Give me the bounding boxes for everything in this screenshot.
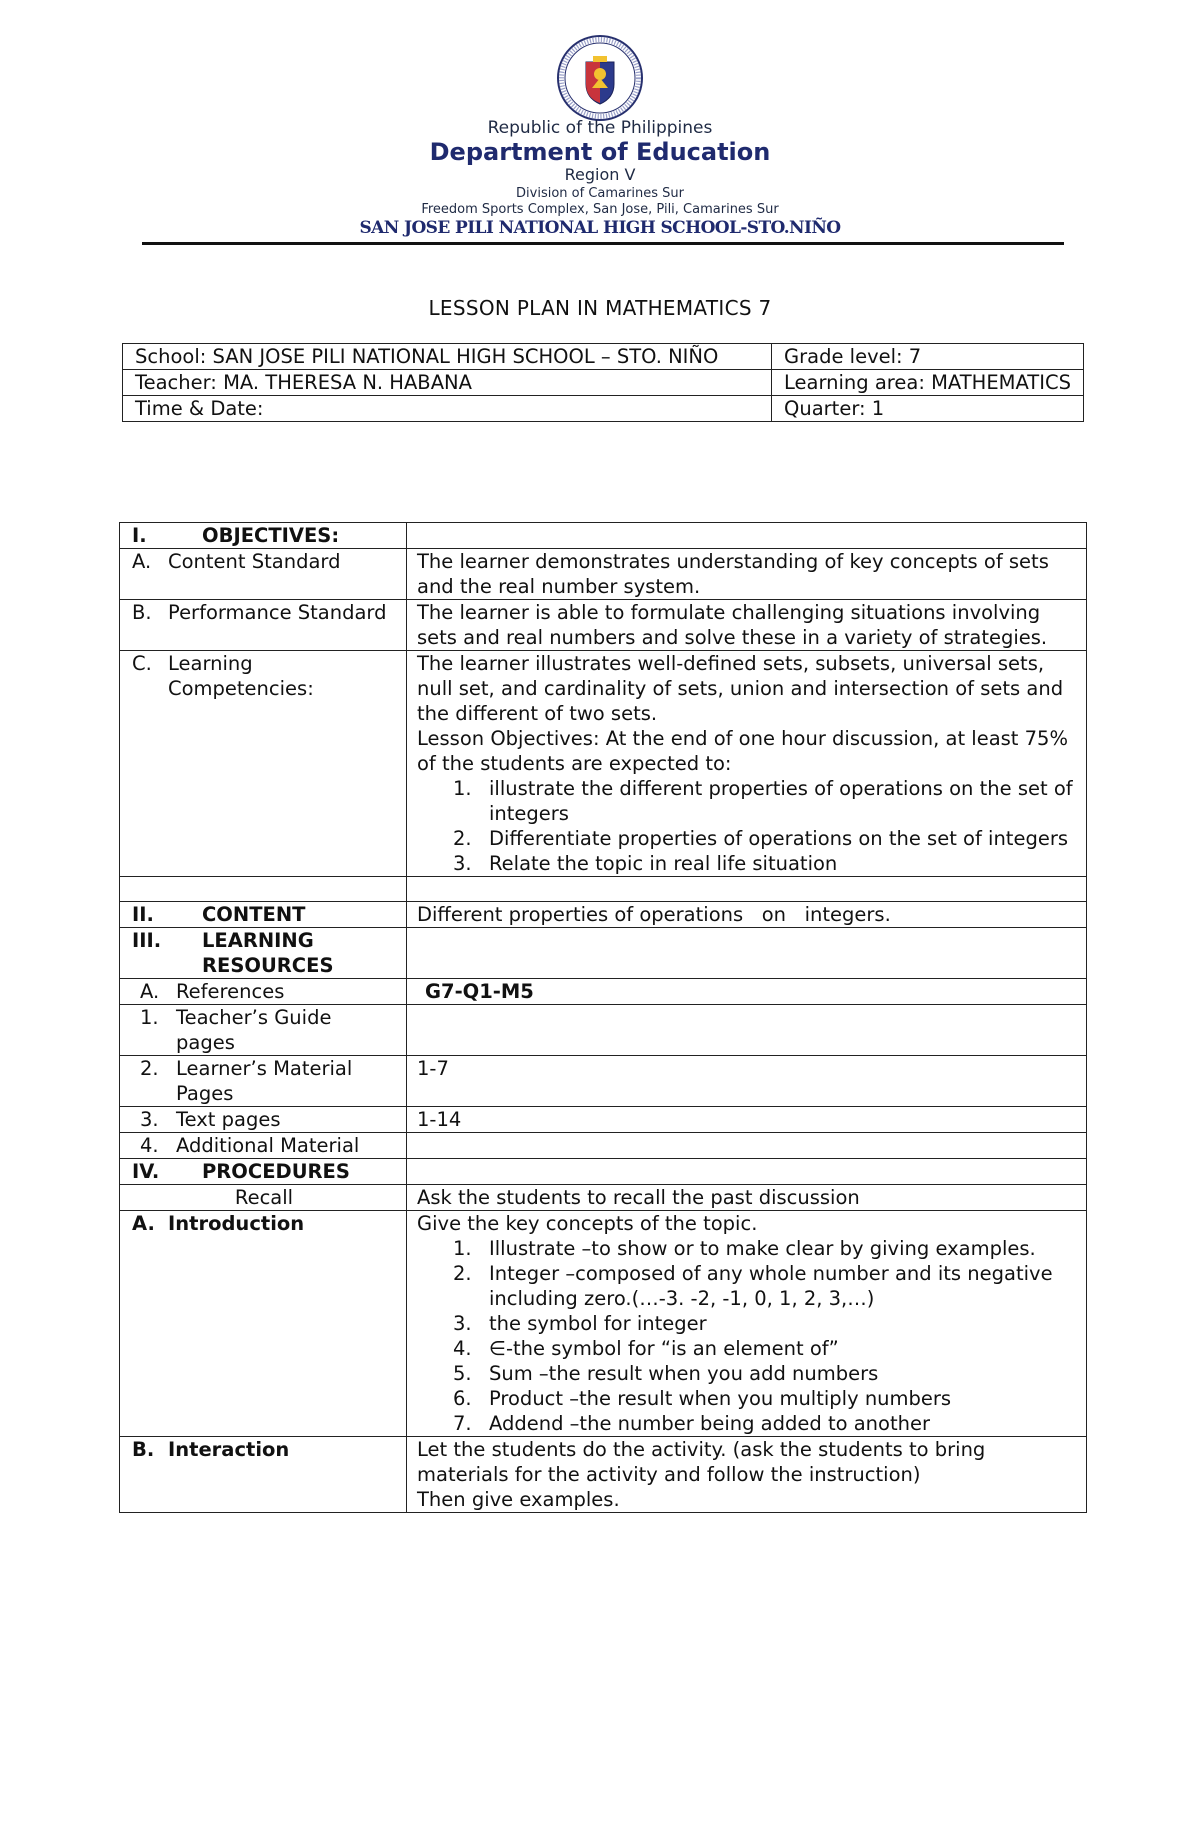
introduction-key: A. [132,1212,155,1235]
learners-material-key: 2. [140,1057,159,1080]
row-learning-resources [120,928,1087,979]
content-text: Different properties of operations on integers. [407,902,1087,928]
additional-material-label: Additional Material [176,1134,360,1157]
references-label: References [176,980,285,1003]
learning-competencies-key: C. [132,652,152,675]
performance-standard-label: Performance Standard [168,601,387,624]
letterhead-republic: Republic of the Philippines [487,118,713,138]
list-item: 2. Differentiate properties of operations on the set of integers [453,827,1069,850]
row-procedures [120,1159,1087,1185]
list-item: 2. Integer –composed of any whole number and its negative including zero.(…-3. -2, -1, 0, 1, 2, 3,…) [453,1262,1053,1310]
row-introduction [120,1211,1087,1437]
lesson-objectives-list [417,776,1076,876]
list-item: 4. ∈-the symbol for “is an element of” [453,1337,839,1360]
row-content [120,902,1087,928]
row-recall [120,1185,1087,1211]
objectives-number: I. [132,524,147,547]
info-school: School: SAN JOSE PILI NATIONAL HIGH SCHOOL – STO. NIÑO [123,344,772,370]
info-row [123,344,1084,370]
list-item: 1. illustrate the different properties of operations on the set of integers [453,777,1073,825]
lesson-plan-table [119,522,1087,1513]
text-pages-key: 3. [140,1108,159,1131]
text-pages-label: Text pages [176,1108,281,1131]
content-standard-key: A. [132,550,152,573]
references-text: G7-Q1-M5 [407,979,1087,1005]
list-item: 6. Product –the result when you multiply numbers [453,1387,952,1410]
learning-resources-number: III. [132,929,162,952]
performance-standard-key: B. [132,601,152,624]
learners-material-label: Learner’s Material Pages [176,1057,353,1105]
content-standard-text: The learner demonstrates understanding of key concepts of sets and the real number system. [407,549,1087,600]
info-row [123,370,1084,396]
interaction-key: B. [132,1438,155,1461]
row-learning-competencies [120,651,1087,877]
learning-resources-heading: LEARNING RESOURCES [202,929,334,977]
letterhead-division: Division of Camarines Sur [516,186,684,201]
letterhead-school-name: SAN JOSE PILI NATIONAL HIGH SCHOOL-STO.NIÑO [359,218,841,238]
info-quarter: Quarter: 1 [772,396,1084,422]
interaction-text-2: Then give examples. [417,1488,620,1511]
teachers-guide-text [407,1005,1087,1056]
row-content-standard [120,549,1087,600]
info-table [122,343,1084,422]
introduction-label: Introduction [168,1212,305,1235]
additional-material-key: 4. [140,1134,159,1157]
text-pages-text: 1-14 [407,1107,1087,1133]
document-title: LESSON PLAN IN MATHEMATICS 7 [428,296,772,320]
deped-seal-logo [556,34,644,122]
list-item: 7. Addend –the number being added to another [453,1412,930,1435]
interaction-label: Interaction [168,1438,290,1461]
letterhead-region: Region V [564,165,636,184]
objectives-heading: OBJECTIVES: [202,524,340,547]
interaction-text: Let the students do the activity. (ask the students to bring materials for the activity and follow the instruction) [417,1438,986,1486]
key-concepts-list [417,1236,1076,1436]
learning-competencies-label: Learning Competencies: [168,652,314,700]
procedures-number: IV. [132,1160,160,1183]
info-time-date: Time & Date: [123,396,772,422]
row-additional-material [120,1133,1087,1159]
row-learners-material [120,1056,1087,1107]
info-row [123,396,1084,422]
procedures-heading: PROCEDURES [202,1160,350,1183]
teachers-guide-key: 1. [140,1006,159,1029]
row-performance-standard [120,600,1087,651]
list-item: 1. Illustrate –to show or to make clear by giving examples. [453,1237,1036,1260]
list-item: 3. Relate the topic in real life situation [453,852,838,875]
lesson-objectives-intro: Lesson Objectives: At the end of one hour discussion, at least 75% of the students are expected to: [417,727,1068,775]
recall-text: Ask the students to recall the past discussion [407,1185,1087,1211]
row-text-pages [120,1107,1087,1133]
additional-material-text [407,1133,1087,1159]
content-heading: CONTENT [202,903,306,926]
learning-competencies-text: The learner illustrates well-defined sets, subsets, universal sets, null set, and cardinality of sets, union and intersection of sets and the different of two sets. [417,652,1064,725]
references-key: A. [140,980,160,1003]
letterhead-divider [142,242,1064,245]
list-item: 3. the symbol for integer [453,1312,707,1335]
content-standard-label: Content Standard [168,550,341,573]
introduction-text: Give the key concepts of the topic. [417,1212,758,1235]
row-references [120,979,1087,1005]
letterhead-department: Department of Education [429,138,771,166]
info-area: Learning area: MATHEMATICS [772,370,1084,396]
letterhead-address: Freedom Sports Complex, San Jose, Pili, Camarines Sur [421,202,779,217]
list-item: 5. Sum –the result when you add numbers [453,1362,879,1385]
row-interaction [120,1437,1087,1513]
row-teachers-guide [120,1005,1087,1056]
info-grade: Grade level: 7 [772,344,1084,370]
recall-label: Recall [120,1185,407,1211]
content-number: II. [132,903,154,926]
teachers-guide-label: Teacher’s Guide pages [176,1006,332,1054]
performance-standard-text: The learner is able to formulate challenging situations involving sets and real numbers and solve these in a variety of strategies. [407,600,1087,651]
info-teacher: Teacher: MA. THERESA N. HABANA [123,370,772,396]
row-objectives [120,523,1087,549]
learners-material-text: 1-7 [407,1056,1087,1107]
row-blank [120,877,1087,902]
